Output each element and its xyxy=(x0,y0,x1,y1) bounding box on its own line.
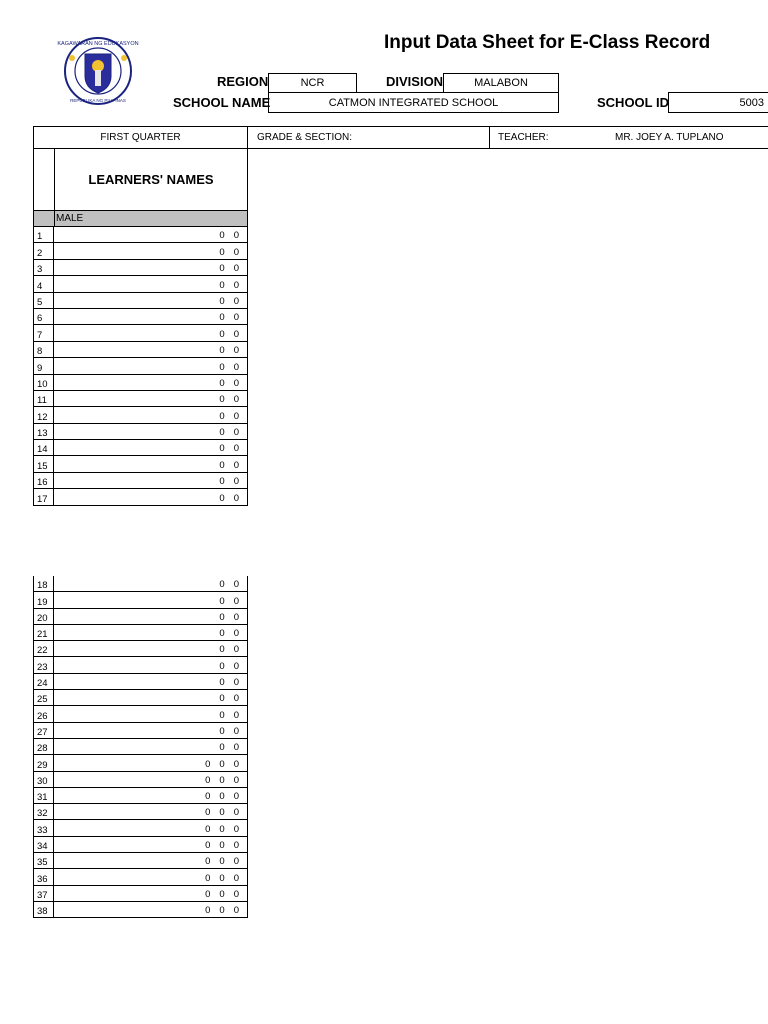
table-row[interactable] xyxy=(34,276,247,292)
row-number: 10 xyxy=(34,375,54,390)
table-row[interactable] xyxy=(34,576,247,592)
row-number: 4 xyxy=(34,276,54,291)
row-number: 22 xyxy=(34,641,54,656)
school-id-field[interactable]: 5003 xyxy=(668,92,768,113)
teacher-name[interactable]: MR. JOEY A. TUPLANO xyxy=(615,132,724,143)
row-value: 0 xyxy=(233,791,239,803)
male-label: MALE xyxy=(56,213,84,224)
row-number: 6 xyxy=(34,309,54,324)
row-values xyxy=(205,791,239,802)
row-value: 0 xyxy=(233,328,239,340)
row-value: 0 xyxy=(233,758,239,770)
row-number: 35 xyxy=(34,853,54,868)
row-values xyxy=(219,296,239,307)
row-value: 0 xyxy=(233,410,239,422)
row-number: 13 xyxy=(34,424,54,439)
row-value: 0 xyxy=(219,774,225,786)
row-value: 0 xyxy=(219,492,225,504)
row-values xyxy=(205,873,239,884)
row-value: 0 xyxy=(233,611,239,623)
row-value: 0 xyxy=(233,312,239,324)
row-value: 0 xyxy=(219,888,225,900)
row-values xyxy=(219,263,239,274)
row-number: 26 xyxy=(34,706,54,721)
row-number: 8 xyxy=(34,342,54,357)
row-value: 0 xyxy=(219,246,225,258)
row-number: 38 xyxy=(34,902,54,917)
table-row[interactable] xyxy=(34,260,247,276)
male-group-header xyxy=(33,210,248,227)
row-value: 0 xyxy=(219,905,225,917)
row-number: 2 xyxy=(34,243,54,258)
row-values xyxy=(219,612,239,623)
learners-names-title: LEARNERS' NAMES xyxy=(88,171,214,187)
row-values xyxy=(219,411,239,422)
row-number: 3 xyxy=(34,260,54,275)
row-value: 0 xyxy=(205,856,211,868)
row-value: 0 xyxy=(233,377,239,389)
row-values xyxy=(205,856,239,867)
row-values xyxy=(219,628,239,639)
row-value: 0 xyxy=(219,693,225,705)
row-number: 31 xyxy=(34,788,54,803)
row-value: 0 xyxy=(219,677,225,689)
table-row[interactable] xyxy=(34,690,247,706)
row-value: 0 xyxy=(219,725,225,737)
row-value: 0 xyxy=(205,807,211,819)
row-number: 25 xyxy=(34,690,54,705)
row-value: 0 xyxy=(219,840,225,852)
row-value: 0 xyxy=(233,725,239,737)
table-row[interactable] xyxy=(34,424,247,440)
row-value: 0 xyxy=(233,279,239,291)
division-field[interactable]: MALABON xyxy=(443,73,559,93)
table-row[interactable] xyxy=(34,837,247,853)
row-values xyxy=(219,726,239,737)
row-value: 0 xyxy=(233,807,239,819)
row-values xyxy=(219,312,239,323)
row-values xyxy=(219,427,239,438)
teacher-label: TEACHER: xyxy=(498,132,549,143)
row-values xyxy=(219,443,239,454)
table-row[interactable] xyxy=(34,853,247,869)
row-values xyxy=(205,775,239,786)
table-row[interactable] xyxy=(34,440,247,456)
row-value: 0 xyxy=(219,361,225,373)
row-value: 0 xyxy=(233,644,239,656)
row-values xyxy=(219,710,239,721)
row-number: 15 xyxy=(34,456,54,471)
row-value: 0 xyxy=(233,361,239,373)
row-value: 0 xyxy=(233,345,239,357)
row-value: 0 xyxy=(219,628,225,640)
row-number: 33 xyxy=(34,820,54,835)
table-row[interactable] xyxy=(34,804,247,820)
number-column-header xyxy=(34,148,55,210)
table-row[interactable] xyxy=(34,592,247,608)
row-number: 20 xyxy=(34,609,54,624)
row-values xyxy=(205,807,239,818)
learners-list-first xyxy=(33,227,248,506)
row-value: 0 xyxy=(233,709,239,721)
row-value: 0 xyxy=(233,840,239,852)
row-value: 0 xyxy=(219,611,225,623)
table-row[interactable] xyxy=(34,788,247,804)
row-values xyxy=(219,677,239,688)
row-value: 0 xyxy=(233,230,239,242)
table-row[interactable] xyxy=(34,902,247,918)
row-value: 0 xyxy=(233,856,239,868)
row-number: 5 xyxy=(34,293,54,308)
row-values xyxy=(219,329,239,340)
table-row[interactable] xyxy=(34,641,247,657)
row-number: 19 xyxy=(34,592,54,607)
table-row[interactable] xyxy=(34,358,247,374)
row-value: 0 xyxy=(219,263,225,275)
row-value: 0 xyxy=(233,628,239,640)
row-values xyxy=(219,362,239,373)
row-value: 0 xyxy=(233,492,239,504)
row-value: 0 xyxy=(219,807,225,819)
logo-text-bottom: REPUBLIKA NG PILIPINAS xyxy=(70,98,126,103)
row-value: 0 xyxy=(219,312,225,324)
school-id-label: SCHOOL ID xyxy=(597,95,669,110)
row-number: 7 xyxy=(34,325,54,340)
row-value: 0 xyxy=(233,595,239,607)
table-row[interactable] xyxy=(34,706,247,722)
row-value: 0 xyxy=(205,872,211,884)
row-value: 0 xyxy=(233,263,239,275)
row-number: 17 xyxy=(34,489,54,504)
logo-text-top: KAGAWARAN NG EDUKASYON xyxy=(57,41,139,47)
table-row[interactable] xyxy=(34,293,247,309)
row-number: 21 xyxy=(34,625,54,640)
row-number: 9 xyxy=(34,358,54,373)
table-row[interactable] xyxy=(34,739,247,755)
row-value: 0 xyxy=(219,644,225,656)
row-number: 36 xyxy=(34,869,54,884)
table-row[interactable] xyxy=(34,723,247,739)
learners-names-header xyxy=(33,148,248,211)
row-values xyxy=(219,596,239,607)
row-values xyxy=(219,280,239,291)
school-name-field[interactable]: CATMON INTEGRATED SCHOOL xyxy=(268,92,559,113)
row-value: 0 xyxy=(233,246,239,258)
row-number: 30 xyxy=(34,772,54,787)
row-value: 0 xyxy=(233,660,239,672)
row-values xyxy=(219,378,239,389)
row-values xyxy=(219,579,239,590)
row-value: 0 xyxy=(219,709,225,721)
row-values xyxy=(205,889,239,900)
row-value: 0 xyxy=(233,459,239,471)
row-value: 0 xyxy=(219,742,225,754)
division-label: DIVISION xyxy=(386,74,444,89)
table-row[interactable] xyxy=(34,407,247,423)
row-value: 0 xyxy=(219,758,225,770)
row-value: 0 xyxy=(219,394,225,406)
deped-seal-logo xyxy=(57,36,139,106)
row-value: 0 xyxy=(219,791,225,803)
row-value: 0 xyxy=(219,279,225,291)
row-values xyxy=(219,644,239,655)
row-value: 0 xyxy=(233,476,239,488)
row-value: 0 xyxy=(233,823,239,835)
table-row[interactable] xyxy=(34,657,247,673)
table-row[interactable] xyxy=(34,886,247,902)
table-row[interactable] xyxy=(34,869,247,885)
row-number: 29 xyxy=(34,755,54,770)
row-value: 0 xyxy=(219,377,225,389)
row-value: 0 xyxy=(219,579,225,591)
row-values xyxy=(219,345,239,356)
row-value: 0 xyxy=(219,856,225,868)
row-value: 0 xyxy=(233,677,239,689)
row-values xyxy=(205,759,239,770)
row-value: 0 xyxy=(233,427,239,439)
row-value: 0 xyxy=(219,230,225,242)
row-value: 0 xyxy=(233,693,239,705)
table-row[interactable] xyxy=(34,674,247,690)
row-values xyxy=(219,742,239,753)
row-value: 0 xyxy=(219,872,225,884)
row-value: 0 xyxy=(219,595,225,607)
row-value: 0 xyxy=(219,476,225,488)
row-value: 0 xyxy=(205,823,211,835)
row-values xyxy=(219,230,239,241)
row-value: 0 xyxy=(233,888,239,900)
row-number: 28 xyxy=(34,739,54,754)
row-value: 0 xyxy=(219,295,225,307)
row-value: 0 xyxy=(219,459,225,471)
row-number: 37 xyxy=(34,886,54,901)
info-row xyxy=(33,126,768,149)
grade-section-label[interactable]: GRADE & SECTION: xyxy=(248,127,490,148)
row-number: 1 xyxy=(34,227,54,242)
row-values xyxy=(219,460,239,471)
table-row[interactable] xyxy=(34,325,247,341)
row-values xyxy=(219,247,239,258)
row-number: 12 xyxy=(34,407,54,422)
table-row[interactable] xyxy=(34,609,247,625)
row-values xyxy=(205,824,239,835)
table-row[interactable] xyxy=(34,772,247,788)
region-label: REGION xyxy=(217,74,269,89)
table-row[interactable] xyxy=(34,309,247,325)
row-value: 0 xyxy=(233,742,239,754)
table-row[interactable] xyxy=(34,227,247,243)
page-title: Input Data Sheet for E-Class Record xyxy=(384,32,711,53)
quarter-cell: FIRST QUARTER xyxy=(34,127,248,148)
row-value: 0 xyxy=(205,791,211,803)
row-value: 0 xyxy=(233,774,239,786)
row-value: 0 xyxy=(219,443,225,455)
table-row[interactable] xyxy=(34,391,247,407)
table-row[interactable] xyxy=(34,375,247,391)
table-row[interactable] xyxy=(34,820,247,836)
table-row[interactable] xyxy=(34,755,247,771)
table-row[interactable] xyxy=(34,473,247,489)
row-value: 0 xyxy=(205,905,211,917)
row-value: 0 xyxy=(205,758,211,770)
row-number: 32 xyxy=(34,804,54,819)
row-value: 0 xyxy=(205,774,211,786)
learners-list-second xyxy=(33,576,248,918)
row-number: 34 xyxy=(34,837,54,852)
table-row[interactable] xyxy=(34,489,247,505)
male-number-cell xyxy=(34,211,55,226)
row-value: 0 xyxy=(233,872,239,884)
row-value: 0 xyxy=(233,905,239,917)
row-values xyxy=(219,693,239,704)
row-value: 0 xyxy=(219,823,225,835)
row-number: 11 xyxy=(34,391,54,406)
row-number: 24 xyxy=(34,674,54,689)
row-values xyxy=(219,493,239,504)
row-values xyxy=(219,661,239,672)
row-number: 23 xyxy=(34,657,54,672)
row-value: 0 xyxy=(233,579,239,591)
row-values xyxy=(205,840,239,851)
row-value: 0 xyxy=(219,328,225,340)
table-row[interactable] xyxy=(34,243,247,259)
table-row[interactable] xyxy=(34,456,247,472)
row-value: 0 xyxy=(219,660,225,672)
region-field[interactable]: NCR xyxy=(268,73,357,93)
row-value: 0 xyxy=(219,427,225,439)
row-values xyxy=(219,394,239,405)
row-value: 0 xyxy=(233,443,239,455)
row-values xyxy=(205,905,239,916)
table-row[interactable] xyxy=(34,625,247,641)
row-number: 14 xyxy=(34,440,54,455)
row-value: 0 xyxy=(219,345,225,357)
row-value: 0 xyxy=(205,840,211,852)
school-name-label: SCHOOL NAME xyxy=(173,95,271,110)
row-value: 0 xyxy=(233,295,239,307)
row-value: 0 xyxy=(233,394,239,406)
row-number: 18 xyxy=(34,576,54,591)
row-number: 27 xyxy=(34,723,54,738)
table-row[interactable] xyxy=(34,342,247,358)
row-value: 0 xyxy=(219,410,225,422)
row-values xyxy=(219,476,239,487)
row-value: 0 xyxy=(205,888,211,900)
row-number: 16 xyxy=(34,473,54,488)
